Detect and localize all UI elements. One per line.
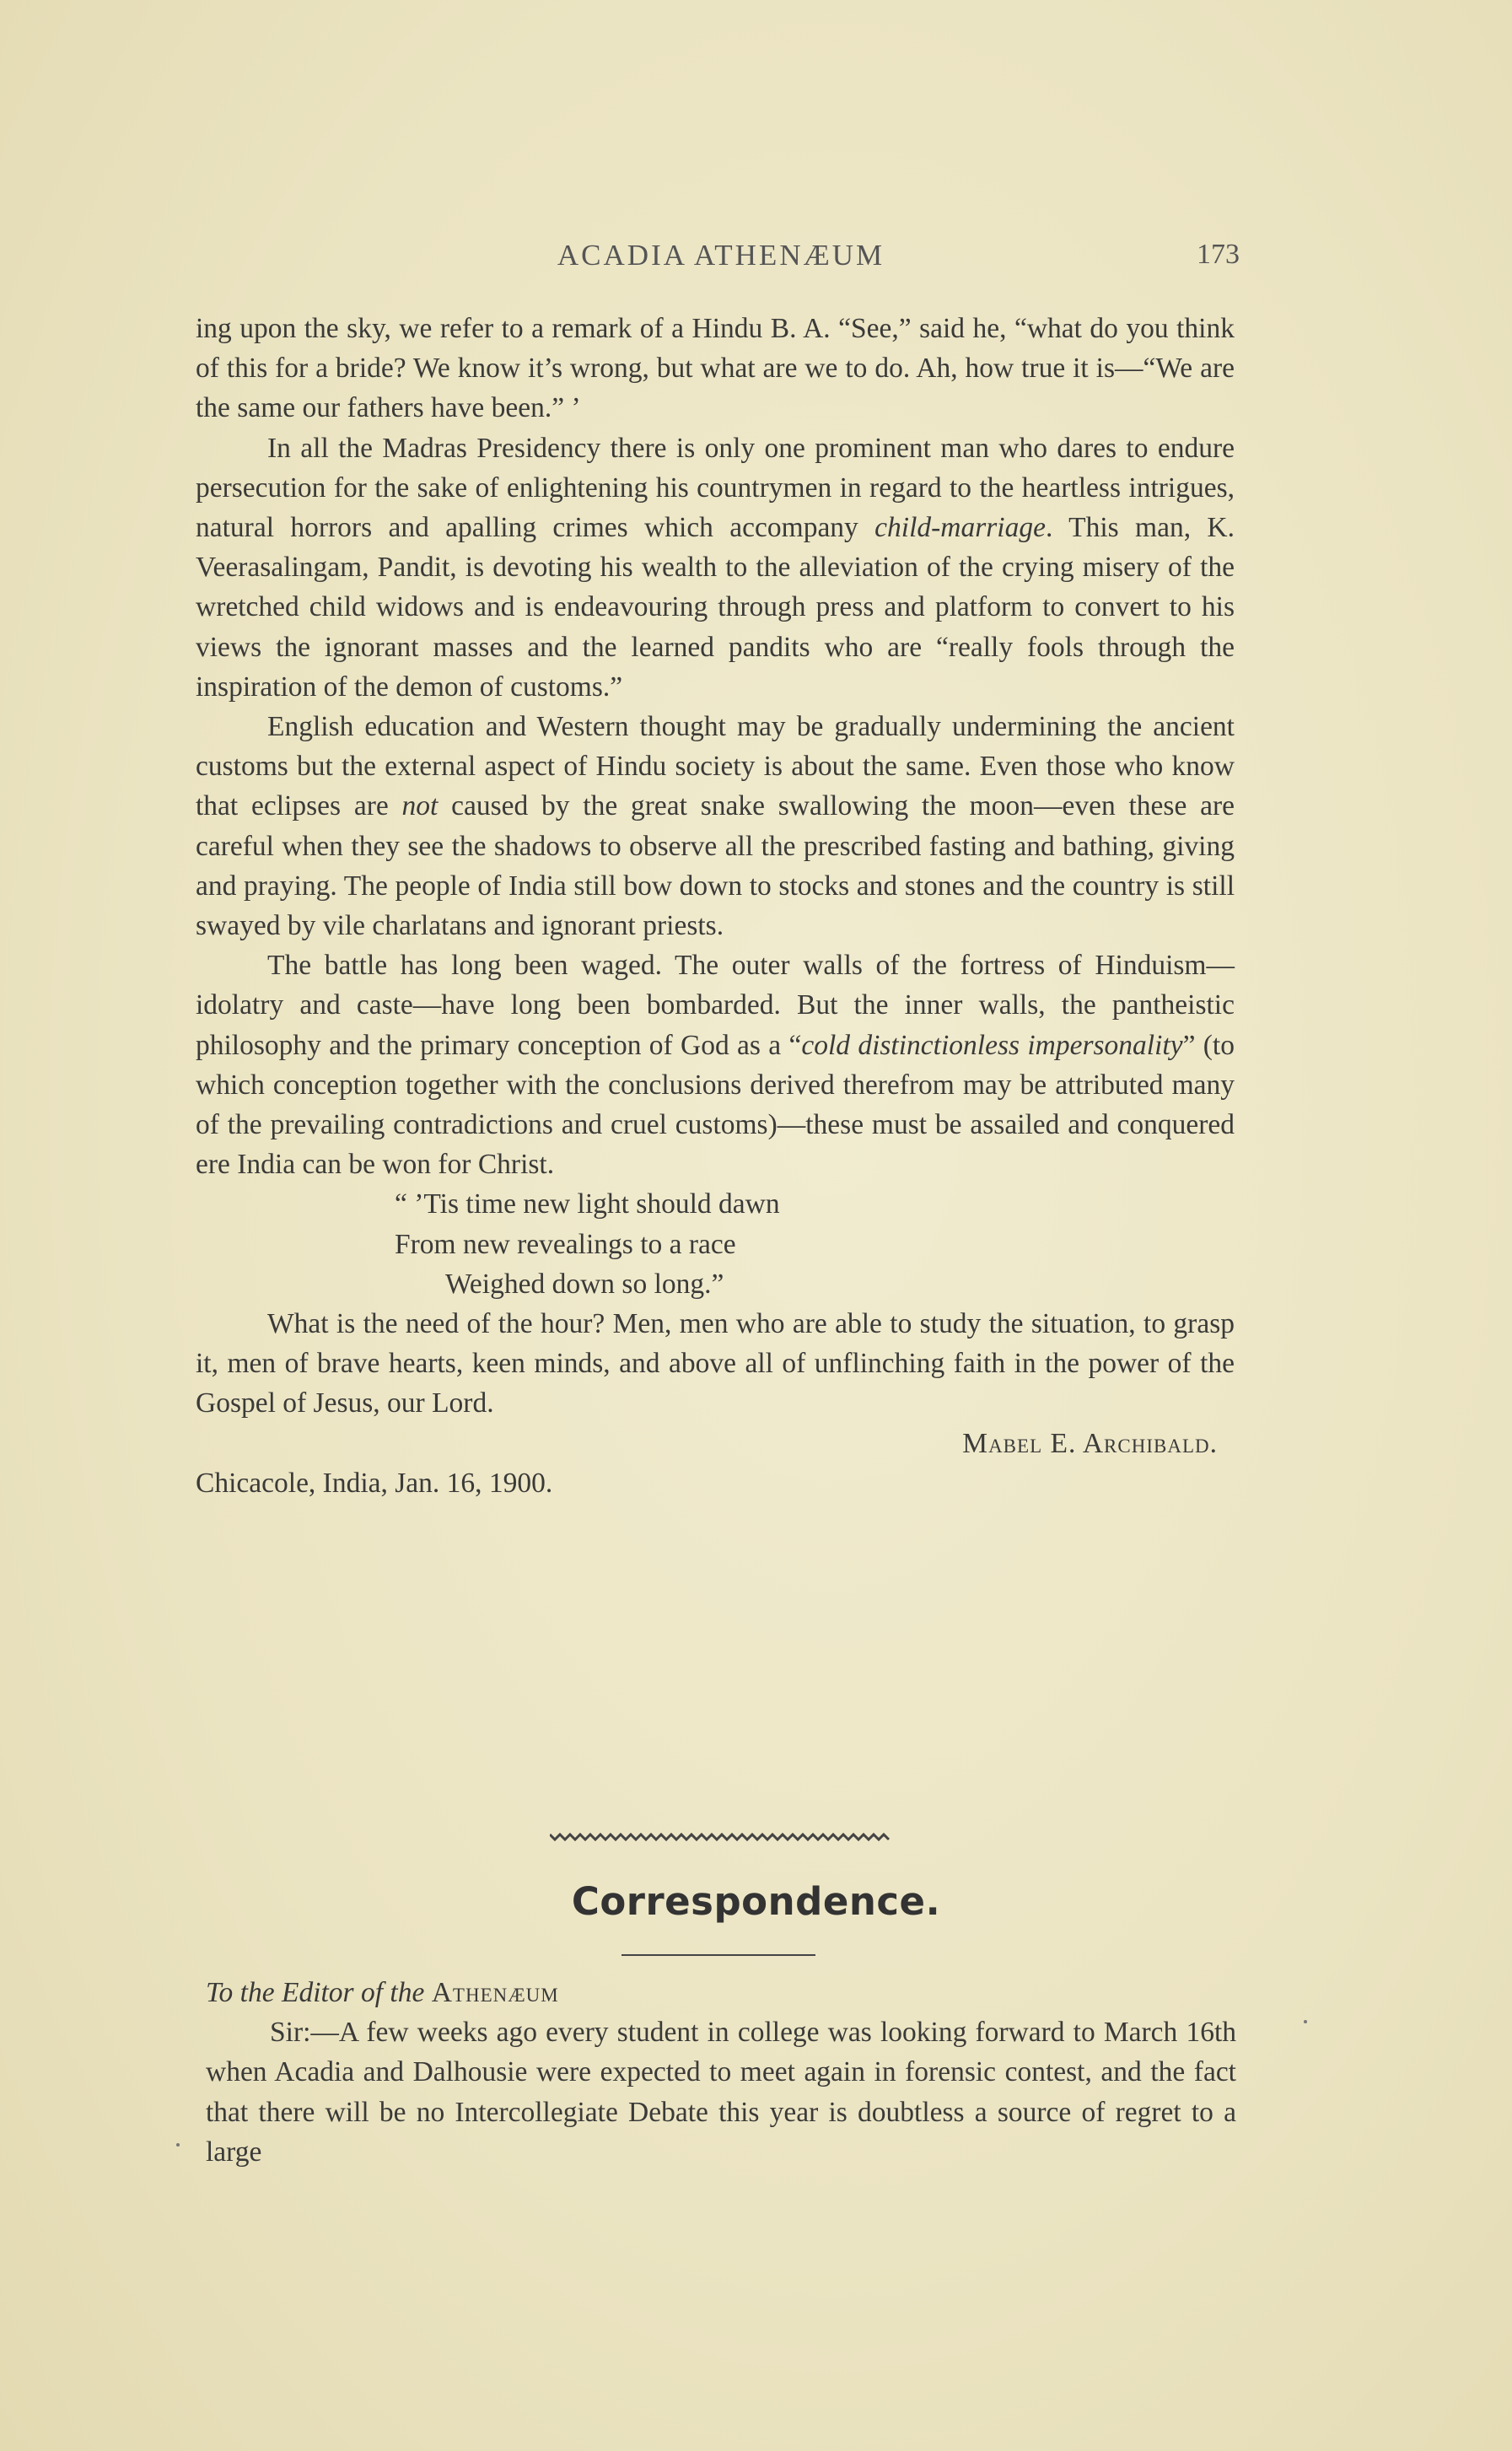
section-heading: Correspondence.	[571, 1879, 941, 1924]
paragraph-4-italic: cold distinctionless impersonality	[801, 1029, 1183, 1061]
salutation-italic: To the Editor of the	[206, 1977, 425, 2008]
paragraph-3-text-b: caused by the great snake swallowing the moon—even these are careful when they see the shadows to observe all the prescribed fasting and bathing, giving and praying. The people of India still bow down to stocks and stones and the country is still swayed by vile charlatans and ignorant priests.	[196, 790, 1235, 942]
decorative-divider	[550, 1831, 891, 1843]
closing-paragraph: What is the need of the hour? Men, men who are able to study the situation, to grasp it, men of brave hearts, keen minds, and above all of unflinching faith in the power of the Gospel of Jesus, our Lord.	[196, 1308, 1235, 1419]
author-signature: Mabel E. Archibald.	[962, 1427, 1218, 1459]
paper-speck	[1304, 2020, 1307, 2023]
paragraph-4-text-a: The battle has long been waged. The outer walls of the fortress of Hinduism—idolatry and caste—have long been bombarded. But the inner walls, the pantheistic philosophy and the primary conception of God as a “	[196, 950, 1235, 1061]
paragraph-4-text-b: ” (to which conception together with the conclusions derived therefrom may be attributed many of the prevailing contradictions and cruel customs)—these must be assailed and conquered ere India can be won for Christ.	[196, 1029, 1235, 1181]
dateline: Chicacole, India, Jan. 16, 1900.	[196, 1467, 553, 1499]
paragraph-2	[196, 428, 1235, 707]
verse-line-1: “ ’Tis time new light should dawn	[395, 1188, 780, 1220]
journal-title: ACADIA ATHENÆUM	[557, 239, 885, 272]
salutation-name: Athenæum	[431, 1977, 559, 2008]
verse-line-2: From new revealings to a race	[395, 1228, 736, 1260]
paragraph-4	[196, 945, 1235, 1184]
correspondence-body: Sir:—A few weeks ago every student in college was looking forward to March 16th when Acadia and Dalhousie were expected to meet again in forensic contest, and the fact that there will be no Intercollegiate Debate this year is doubtless a source of regret to a large	[206, 2017, 1236, 2168]
paragraph-3-text-a: English education and Western thought may be gradually undermining the ancient customs but the external aspect of Hindu society is about the same. Even those who know that eclipses are	[196, 711, 1235, 822]
article-body	[196, 309, 1235, 1503]
verse-line-3: Weighed down so long.”	[445, 1268, 724, 1300]
paragraph-3	[196, 707, 1235, 945]
paragraph-1: ing upon the sky, we refer to a remark of a Hindu B. A. “See,” said he, “what do you think of this for a bride? We know it’s wrong, but what are we to do. Ah, how true it is—“We are the same our fathers have been.” ’	[196, 313, 1235, 424]
salutation	[206, 1973, 1236, 2012]
paragraph-2-text-a: In all the Madras Presidency there is only one prominent man who dares to endure persecution for the sake of enlightening his countrymen in regard to the heartless intrigues, natural horrors and apalling crimes which accompany	[196, 432, 1235, 544]
verse-quote	[196, 1184, 1235, 1304]
paragraph-2-text-b: . This man, K. Veerasalingam, Pandit, is devoting his wealth to the alleviation of the crying misery of the wretched child widows and is endeavouring through press and platform to convert to his views the ignorant masses and the learned pandits who are “really fools through the inspiration of the demon of customs.”	[196, 512, 1235, 703]
heading-rule	[621, 1954, 815, 1956]
correspondence-section	[206, 1973, 1236, 2172]
paragraph-2-italic: child-marriage	[874, 512, 1046, 544]
paper-speck	[176, 2143, 180, 2147]
paragraph-3-italic: not	[401, 790, 439, 822]
running-head	[202, 239, 1240, 281]
page-number: 173	[1197, 239, 1240, 270]
